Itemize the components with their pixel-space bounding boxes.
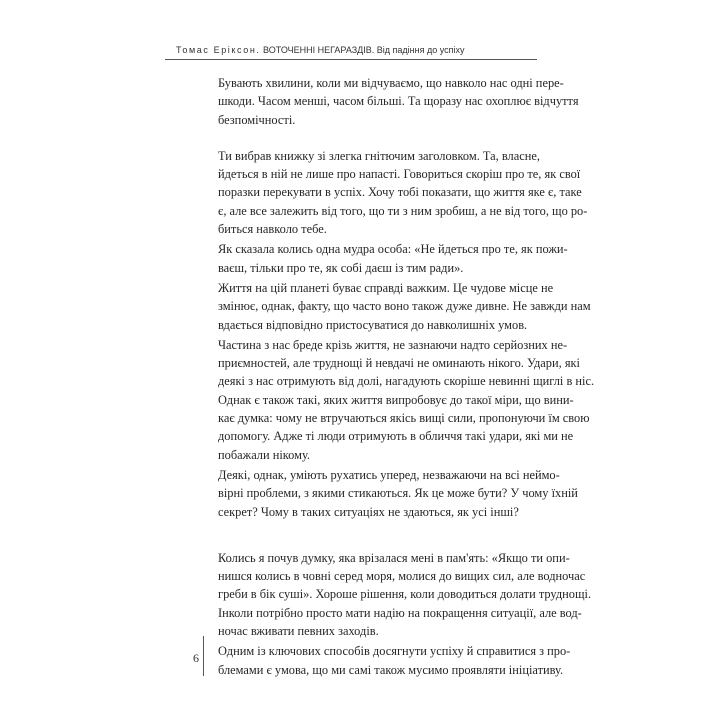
text-line: Ти вибрав книжку зі злегка гнітючим заголовком. Та, власне, (218, 148, 540, 163)
running-head-book-title: ВОТОЧЕННІ НЕГАРАЗДІВ. (263, 45, 375, 55)
text-line: Колись я почув думку, яка врізалася мені в пам'ять: «Якщо ти опи- (218, 550, 570, 565)
page-number: 6 (193, 651, 199, 665)
paragraph (204, 549, 592, 640)
paragraph (204, 336, 595, 464)
paragraph (204, 240, 568, 277)
paragraph (204, 147, 588, 238)
text-line: нишся колись в човні серед моря, молися до вищих сил, але водночас (218, 569, 586, 584)
text-line: шкоди. Часом менші, часом більші. Та щоразу нас охоплює відчуття (218, 94, 579, 109)
text-line: є, але все залежить від того, що ти з ним зробиш, а не від того, що ро- (218, 203, 588, 218)
text-line: Як сказала колись одна мудра особа: «Не йдеться про те, як пожи- (218, 242, 568, 257)
paragraph (204, 279, 591, 334)
text-line: ваєш, тільки про те, як собі даєш із тим ради». (218, 260, 464, 275)
text-line: приємностей, але труднощі й невдачі не оминають нікого. Удари, які (218, 356, 580, 371)
text-line: Одним із ключових способів досягнути успіху й справитися з про- (218, 644, 571, 659)
text-line: ночас вживати певних заходів. (218, 624, 379, 639)
running-head-author: Томас Еріксон. (176, 45, 261, 55)
text-line: деякі з нас отримують від долі, нагадують скоріше невинні щиглі в ніс. (218, 374, 595, 389)
text-line: допомогу. Адже ті люди отримують в обличчя такі удари, які ми не (218, 429, 574, 444)
text-line: блемами є умова, що ми самі також мусимо проявляти ініціативу. (218, 662, 564, 677)
text-line: йдеться в ній не лише про напасті. Говориться скоріш про те, як свої (218, 167, 581, 182)
text-line: побажали нікому. (218, 447, 311, 462)
paragraph (204, 466, 578, 521)
text-line: вірні проблеми, з якими стикаються. Як це може бути? У чому їхній (218, 486, 578, 501)
body-text (204, 74, 595, 679)
text-line: Частина з нас бреде крізь життя, не зазнаючи надто серйозних не- (218, 337, 568, 352)
text-line: биться навколо тебе. (218, 222, 327, 237)
paragraph (204, 74, 579, 129)
paragraph (204, 642, 571, 679)
text-line: секрет? Чому в таких ситуаціях не здаються, як усі інші? (218, 504, 519, 519)
running-head-subtitle: Від падіння до успіху (376, 45, 465, 55)
text-line: Однак є також такі, яких життя випробовує до такої міри, що вини- (218, 392, 574, 407)
text-line: Деякі, однак, уміють рухатись уперед, незважаючи на всі неймо- (218, 467, 560, 482)
page-number-rule (203, 636, 204, 676)
text-line: вдається відповідно пристосуватися до навколишніх умов. (218, 317, 528, 332)
text-line: поразки перекувати в успіх. Хочу тобі показати, що життя яке є, таке (218, 185, 582, 200)
text-line: Життя на цій планеті буває справді важким. Це чудове місце не (218, 280, 554, 295)
running-head-rule (165, 59, 537, 60)
text-line: греби в бік суші». Хороше рішення, коли доводиться долати труднощі. (218, 587, 592, 602)
text-line: Бувають хвилини, коли ми відчуваємо, що навколо нас одні пере- (218, 76, 564, 90)
text-line: безпомічності. (218, 112, 296, 127)
running-head (176, 45, 465, 55)
text-line: Інколи потрібно просто мати надію на покращення ситуації, але вод- (218, 605, 582, 620)
text-line: змінює, однак, факту, що часто воно також дуже дивне. Не завжди нам (218, 299, 591, 314)
text-line: кає думка: чому не втручаються якісь вищі сили, пропонуючи їм свою (218, 411, 590, 426)
